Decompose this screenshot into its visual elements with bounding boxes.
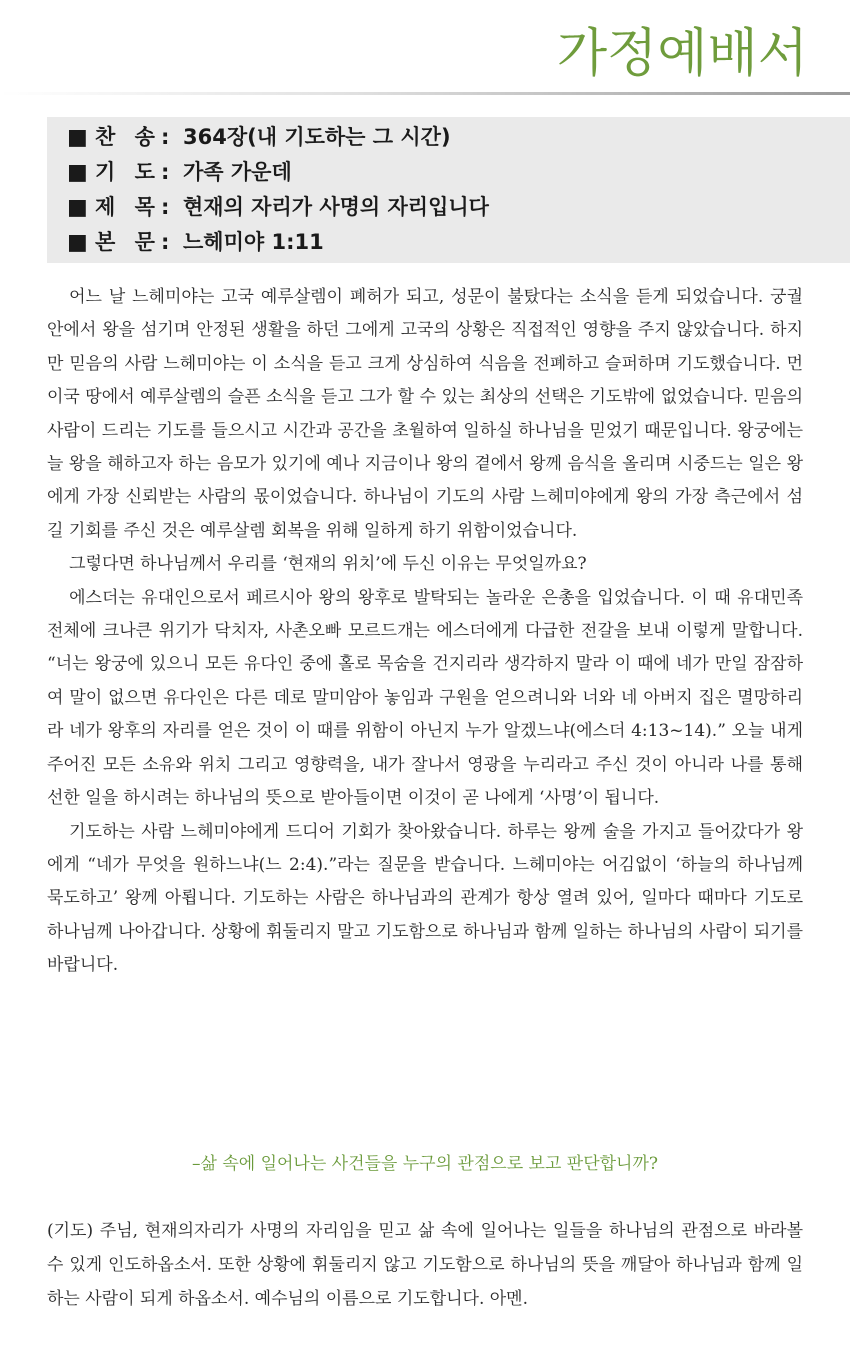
body-paragraph: 에스더는 유대인으로서 페르시아 왕의 왕후로 발탁되는 놀라운 은총을 입었습니다. 이 때 유대민족 전체에 크나큰 위기가 닥치자, 사촌오빠 모르드개는 에스더에게 다급한 전갈을 보내 이렇게 말합니다. “너는 왕궁에 있으니 모든 유다인 중에 홀로 목숨을 건지리라 생각하지 말라 이 때에 네가 만일 잠잠하여 말이 없으면 유다인은 다른 데로 말미암아 놓임과 구원을 얻으려니와 너와 네 아버지 집은 멸망하리라 네가 왕후의 자리를 얻은 것이 이 때를 위함이 아닌지 누가 알겠느냐(에스더 4:13~14).” 오늘 내게 주어진 모든 소유와 위치 그리고 영향력을, 내가 잘나서 영광을 누리라고 주신 것이 아니라 나를 통해 선한 일을 하시려는 하나님의 뜻으로 받아들이면 이것이 곧 나에게 ‘사명’이 됩니다.	[47, 587, 803, 809]
page-title: 가정예배서	[556, 24, 808, 84]
info-value: 364장(내 기도하는 그 시간)	[183, 125, 451, 149]
info-row-hymn	[67, 122, 451, 152]
info-label: 본 문	[95, 230, 161, 254]
info-row-prayer	[67, 157, 292, 187]
info-row-title	[67, 192, 489, 222]
square-bullet-icon: ■	[67, 195, 88, 220]
sermon-body	[47, 281, 803, 983]
info-separator: :	[161, 160, 170, 184]
info-separator: :	[161, 195, 170, 219]
body-paragraph: 그렇다면 하나님께서 우리를 ‘현재의 위치’에 두신 이유는 무엇일까요?	[69, 554, 587, 575]
info-value: 가족 가운데	[183, 160, 292, 184]
reflection-question: –삶 속에 일어나는 사건들을 누구의 관점으로 보고 판단합니까?	[192, 1154, 658, 1174]
info-value: 느헤미야 1:11	[183, 230, 324, 254]
info-separator: :	[161, 230, 170, 254]
body-paragraph: 기도하는 사람 느헤미야에게 드디어 기회가 찾아왔습니다. 하루는 왕께 술을 가지고 들어갔다가 왕에게 “네가 무엇을 원하느냐(느 2:4).”라는 질문을 받습니다. 느헤미야는 어김없이 ‘하늘의 하나님께 묵도하고’ 왕께 아룁니다. 기도하는 사람은 하나님과의 관계가 항상 열려 있어, 일마다 때마다 기도로 하나님께 나아갑니다. 상황에 휘둘리지 말고 기도함으로 하나님과 함께 일하는 하나님의 사람이 되기를 바랍니다.	[47, 821, 803, 976]
info-label: 기 도	[95, 160, 161, 184]
square-bullet-icon: ■	[67, 125, 88, 150]
info-separator: :	[161, 125, 170, 149]
closing-prayer	[47, 1214, 803, 1317]
info-value: 현재의 자리가 사명의 자리입니다	[183, 195, 489, 219]
info-label: 찬 송	[95, 125, 161, 149]
body-paragraph: 어느 날 느헤미야는 고국 예루살렘이 폐허가 되고, 성문이 불탔다는 소식을 듣게 되었습니다. 궁궐 안에서 왕을 섬기며 안정된 생활을 하던 그에게 고국의 상황은 직접적인 영향을 주지 않았습니다. 하지만 믿음의 사람 느헤미야는 이 소식을 듣고 크게 상심하여 식음을 전폐하고 슬퍼하며 기도했습니다. 먼 이국 땅에서 예루살렘의 슬픈 소식을 듣고 그가 할 수 있는 최상의 선택은 기도밖에 없었습니다. 믿음의 사람이 드리는 기도를 들으시고 시간과 공간을 초월하여 일하실 하나님을 믿었기 때문입니다. 왕궁에는 늘 왕을 해하고자 하는 음모가 있기에 예나 지금이나 왕의 곁에서 왕께 음식을 올리며 시중드는 일은 왕에게 가장 신뢰받는 사람의 몫이었습니다. 하나님이 기도의 사람 느헤미야에게 왕의 가장 측근에서 섬길 기회를 주신 것은 예루살렘 회복을 위해 일하게 하기 위함이었습니다.	[47, 287, 803, 541]
square-bullet-icon: ■	[67, 160, 88, 185]
prayer-text: (기도) 주님, 현재의자리가 사명의 자리임을 믿고 삶 속에 일어나는 일들을 하나님의 관점으로 바라볼 수 있게 인도하옵소서. 또한 상황에 휘둘리지 않고 기도함으로 하나님의 뜻을 깨달아 하나님과 함께 일하는 사람이 되게 하옵소서. 예수님의 이름으로 기도합니다. 아멘.	[47, 1221, 803, 1310]
worship-info-box	[47, 117, 850, 263]
square-bullet-icon: ■	[67, 230, 88, 255]
header-divider	[0, 92, 850, 95]
info-label: 제 목	[95, 195, 161, 219]
info-row-scripture	[67, 227, 324, 257]
